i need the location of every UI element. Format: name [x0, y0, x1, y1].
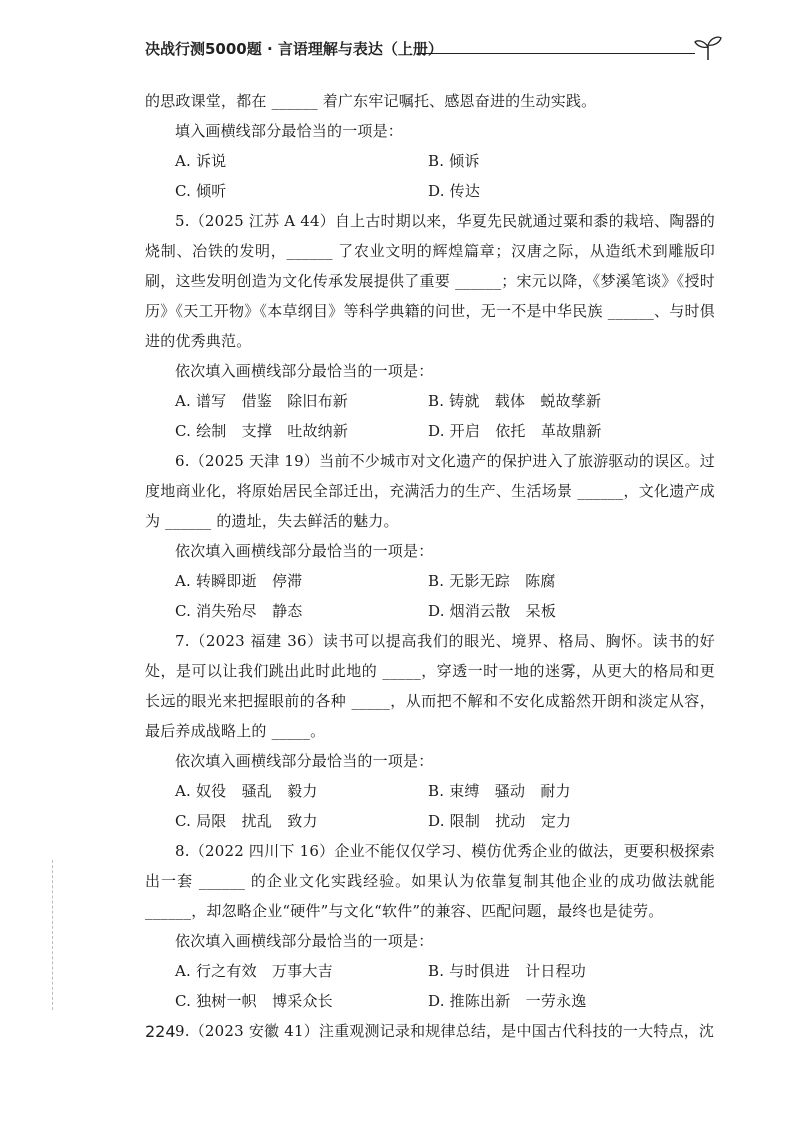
- option-d: D. 烟消云散 呆板: [428, 602, 557, 620]
- question-9: 9.（2023 安徽 41）注重观测记录和规律总结，是中国古代科技的一大特点，沈: [175, 1022, 715, 1040]
- option-a: A. 谱写 借鉴 除旧布新: [175, 392, 348, 410]
- page-content: [145, 86, 715, 1046]
- option-c: C. 消失殆尽 静态: [175, 602, 303, 620]
- question-prompt: 依次填入画横线部分最恰当的一项是：: [175, 752, 434, 770]
- option-b: B. 束缚 骚动 耐力: [428, 782, 571, 800]
- option-list: [175, 146, 715, 206]
- option-d: D. 开启 依托 革故鼎新: [428, 422, 602, 440]
- option-b: B. 铸就 载体 蜕故孳新: [428, 392, 602, 410]
- sprout-icon: [693, 34, 723, 62]
- option-list: [175, 386, 715, 446]
- question-5: 5.（2025 江苏 A 44）自上古时期以来，华夏先民就通过粟和黍的栽培、陶器的烧制、冶铁的发明，______ 了农业文明的辉煌篇章；汉唐之际，从造纸术到雕版印刷，这些发明创造为文化传承发展提供了重要 ______；宋元以降，《梦溪笔谈》《授时历》《天工开物》《本草纲目》等科学典籍的问世，无一不是中华民族 ______、与时俱进的优秀典范。: [145, 212, 715, 350]
- option-list: [175, 566, 715, 626]
- option-a: A. 奴役 骚乱 毅力: [175, 782, 318, 800]
- header-rule: [417, 53, 695, 54]
- option-a: A. 行之有效 万事大吉: [175, 962, 333, 980]
- option-list: [175, 956, 715, 1016]
- option-b: B. 与时俱进 计日程功: [428, 962, 586, 980]
- question-prompt: 依次填入画横线部分最恰当的一项是：: [175, 542, 434, 560]
- question-8: 8.（2022 四川下 16）企业不能仅仅学习、模仿优秀企业的做法，更要积极探索出一套 ______ 的企业文化实践经验。如果认为依靠复制其他企业的成功做法就能 ______，却忽略企业“硬件”与文化“软件”的兼容、匹配问题，最终也是徒劳。: [145, 842, 715, 920]
- question-prompt: 依次填入画横线部分最恰当的一项是：: [175, 932, 434, 950]
- option-c: C. 倾听: [175, 182, 227, 200]
- option-b: B. 无影无踪 陈腐: [428, 572, 556, 590]
- option-c: C. 独树一帜 博采众长: [175, 992, 333, 1010]
- option-c: C. 绘制 支撑 吐故纳新: [175, 422, 349, 440]
- option-b: B. 倾诉: [428, 152, 480, 170]
- page-number: 224: [145, 1022, 176, 1041]
- question-prompt: 填入画横线部分最恰当的一项是：: [175, 122, 404, 140]
- option-c: C. 局限 扰乱 致力: [175, 812, 318, 830]
- option-a: A. 诉说: [175, 152, 227, 170]
- question-7: 7.（2023 福建 36）读书可以提高我们的眼光、境界、格局、胸怀。读书的好处，是可以让我们跳出此时此地的 _____，穿透一时一地的迷雾，从更大的格局和更长远的眼光来把握眼前的各种 _____，从而把不解和不安化成豁然开朗和淡定从容，最后养成战略上的 _____。: [145, 632, 715, 740]
- intro-text: 的思政课堂，都在 ______ 着广东牢记嘱托、感恩奋进的生动实践。: [145, 92, 597, 110]
- book-title: 决战行测5000题 · 言语理解与表达（上册）: [145, 40, 443, 58]
- option-list: [175, 776, 715, 836]
- option-d: D. 限制 扰动 定力: [428, 812, 572, 830]
- running-header: [145, 34, 725, 64]
- option-d: D. 推陈出新 一劳永逸: [428, 992, 587, 1010]
- question-6: 6.（2025 天津 19）当前不少城市对文化遗产的保护进入了旅游驱动的误区。过度地商业化，将原始居民全部迁出，充满活力的生产、生活场景 ______，文化遗产成为 ______ 的遗址，失去鲜活的魅力。: [145, 452, 715, 530]
- margin-marks: [52, 860, 57, 1010]
- question-prompt: 依次填入画横线部分最恰当的一项是：: [175, 362, 434, 380]
- option-d: D. 传达: [428, 182, 481, 200]
- option-a: A. 转瞬即逝 停滞: [175, 572, 303, 590]
